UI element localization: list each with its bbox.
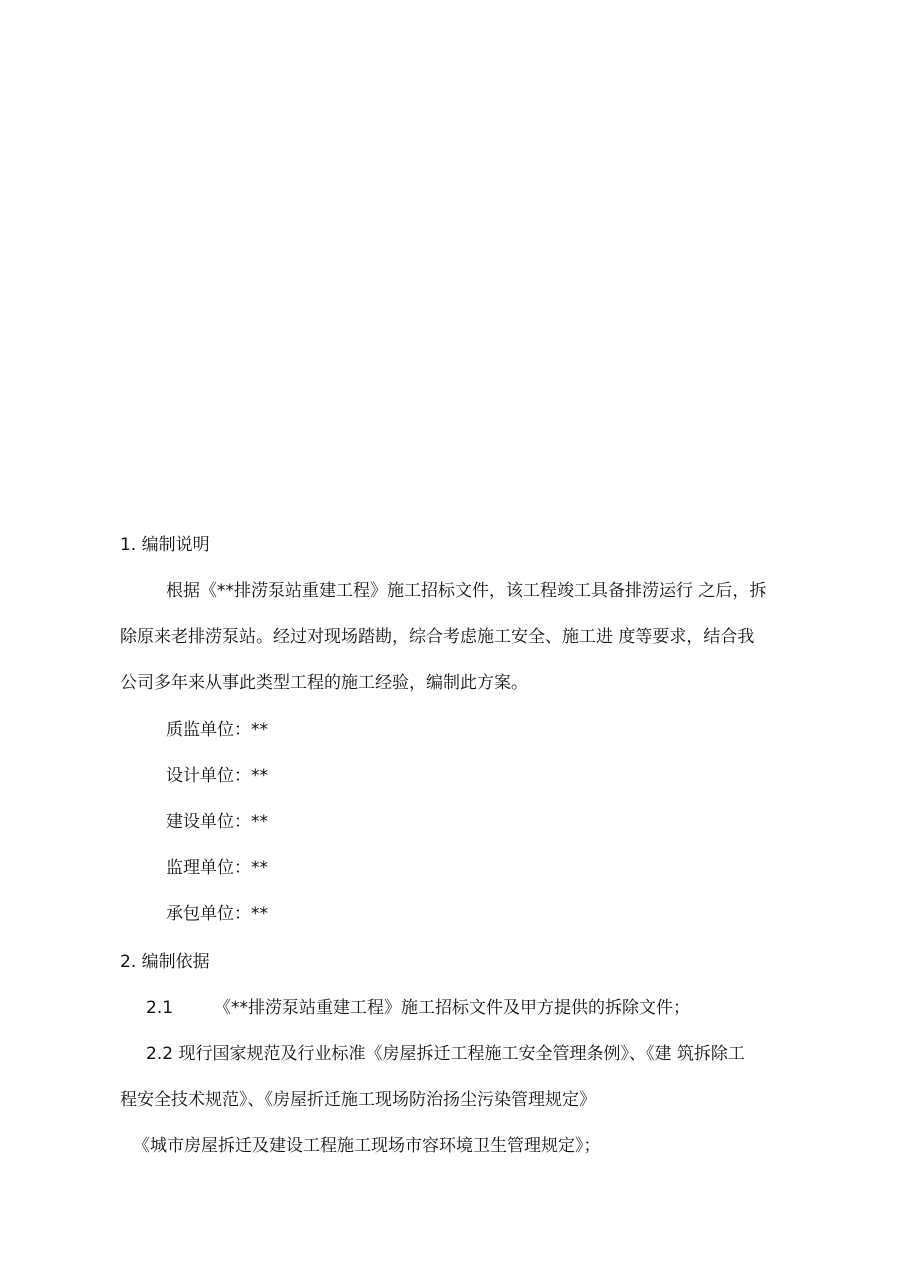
section-2-heading: 2. 编制依据 xyxy=(120,952,210,972)
paragraph-line: 根据《**排涝泵站重建工程》施工招标文件，该工程竣工具备排涝运行 之后，拆 xyxy=(166,581,767,601)
section-1-heading: 1. 编制说明 xyxy=(120,535,210,555)
item-2-2-line: 《城市房屋拆迁及建设工程施工现场市容环境卫生管理规定》； xyxy=(133,1136,601,1156)
unit-contractor: 承包单位：** xyxy=(166,904,268,924)
paragraph-line: 除原来老排涝泵站。经过对现场踏勘，综合考虑施工安全、施工进 度等要求，结合我 xyxy=(120,627,755,647)
unit-supervision: 监理单位：** xyxy=(166,858,268,878)
item-2-1-text: 《**排涝泵站重建工程》施工招标文件及甲方提供的拆除文件； xyxy=(214,998,690,1018)
item-2-2-line: 2.2 现行国家规范及行业标准《房屋拆迁工程施工安全管理条例》、《建 筑拆除工 xyxy=(146,1044,745,1064)
unit-construction: 建设单位：** xyxy=(166,812,268,832)
item-2-1-number: 2.1 xyxy=(146,998,174,1018)
unit-design: 设计单位：** xyxy=(166,766,268,786)
item-2-2-line: 程安全技术规范》、《房屋折迁施工现场防治扬尘污染管理规定》 xyxy=(120,1090,596,1110)
paragraph-line: 公司多年来从事此类型工程的施工经验，编制此方案。 xyxy=(120,673,528,693)
unit-quality-supervision: 质监单位：** xyxy=(166,720,268,740)
